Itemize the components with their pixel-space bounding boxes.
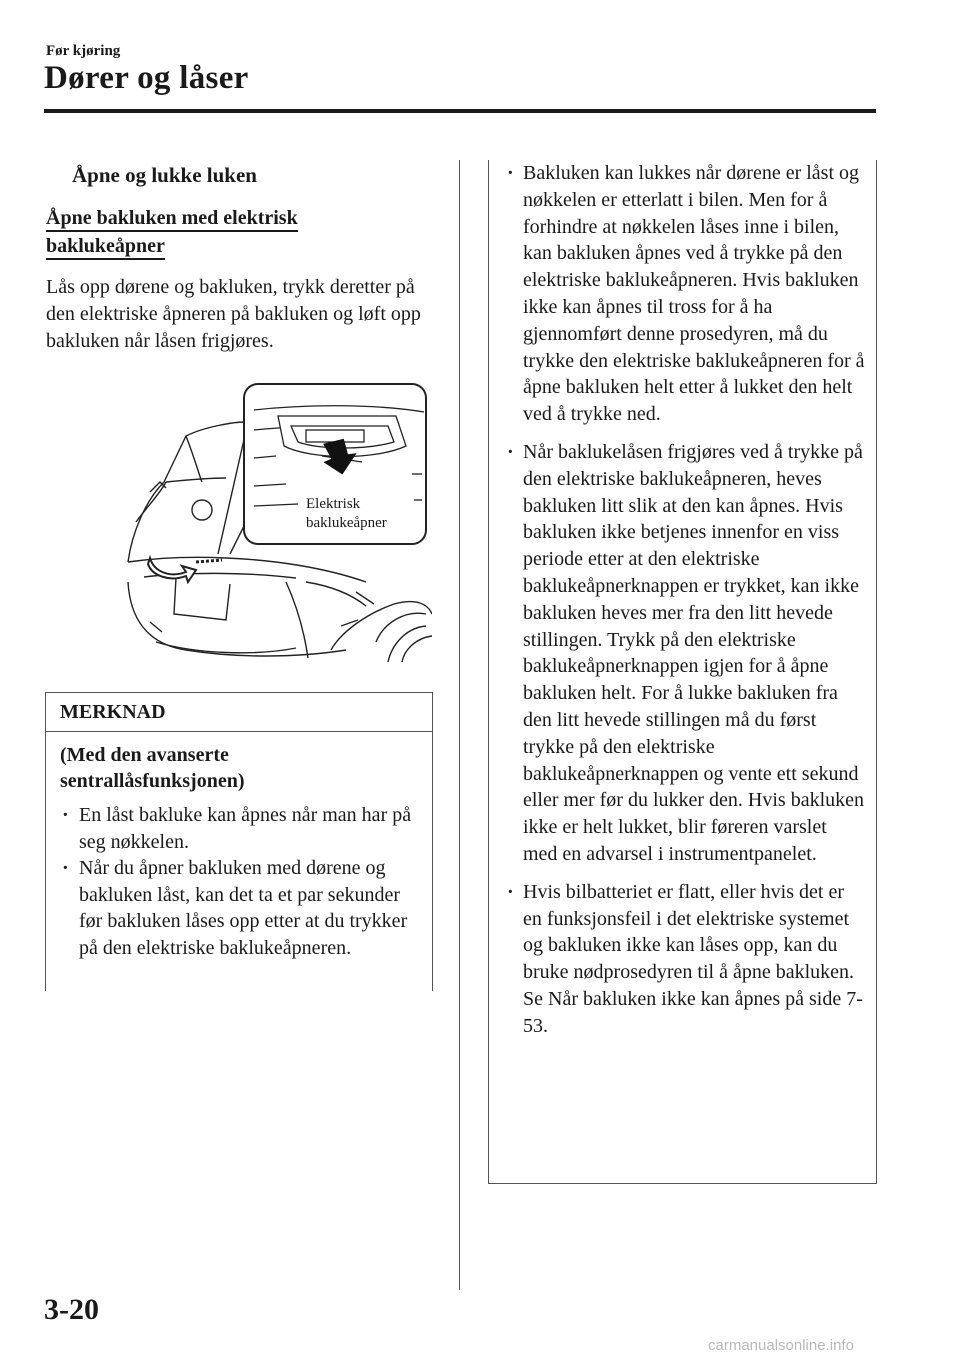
note-item: · En låst bakluke kan åpnes når man har på seg nøkkelen. (46, 802, 432, 855)
tailgate-opener-illustration (126, 382, 432, 664)
note-item: · Når du åpner bakluken med dørene og bakluken låst, kan det ta et par sekunder før bakluken låses opp etter at du trykker på den elektriske baklukeåpneren. (46, 855, 432, 961)
figure-label-line1: Elektrisk (306, 496, 361, 512)
sub-heading-line2: baklukeåpner (46, 235, 165, 260)
right-note-box (488, 160, 877, 1184)
section-heading: Åpne og lukke luken (72, 163, 257, 187)
right-item: · Når baklukelåsen frigjøres ved å trykke på den elektriske baklukeåpneren, heves bakluken litt slik at den kan åpnes. Hvis bakluken ikke betjenes innenfor en viss periode etter at den elektriske baklukeåpnerknappen er trykket, kan ikke bakluken heves mer fra den litt hevede stillingen. Trykk på den elektriske baklukeåpnerknappen igjen for å åpne bakluken helt. For å lukke bakluken fra den litt hevede stillingen må du først trykke på den elektriske baklukeåpnerknappen og vente ett sekund eller mer før du lukker den. Hvis bakluken ikke er helt lukket, blir føreren varslet med en advarsel i instrumentpanelet. (489, 439, 876, 868)
column-divider (459, 160, 460, 1290)
left-column (46, 160, 431, 355)
page-number: 3-20 (44, 1293, 99, 1326)
sub-heading-line1: Åpne bakluken med elektrisk (46, 207, 298, 232)
note-subheading (60, 742, 418, 794)
chapter-label: Før kjøring (46, 43, 121, 59)
note-heading: MERKNAD (46, 693, 432, 732)
title-rule (44, 109, 876, 113)
figure-label-line2: baklukeåpner (306, 515, 387, 531)
body-paragraph: Lås opp dørene og bakluken, trykk deretter på den elektriske åpneren på bakluken og løft opp bakluken når låsen frigjøres. (46, 276, 421, 352)
right-list (489, 160, 876, 1040)
page-title: Dører og låser (44, 60, 249, 96)
note-box (45, 692, 433, 991)
right-item: · Bakluken kan lukkes når dørene er låst og nøkkelen er etterlatt i bilen. Men for å forhindre at nøkkelen låses inne i bilen, kan bakluken åpnes ved å trykke på den elektriske baklukeåpneren. Hvis bakluken ikke kan åpnes til tross for å ha gjennomført denne prosedyren, må du trykke den elektriske baklukeåpneren for å åpne bakluken helt etter å lukket den helt ved å trykke ned. (489, 160, 876, 428)
note-subheading-line2: sentrallåsfunksjonen) (60, 770, 245, 792)
sub-heading (46, 204, 431, 260)
note-list (46, 802, 432, 961)
right-item: · Hvis bilbatteriet er flatt, eller hvis det er en funksjonsfeil i det elektriske systemet og bakluken ikke kan låses opp, kan du bruke nødprosedyren til å åpne bakluken. Se Når bakluken ikke kan åpnes på side 7-53. (489, 879, 876, 1040)
note-subheading-line1: (Med den avanserte (60, 744, 229, 766)
watermark: carmanualsonline.info (708, 1337, 854, 1354)
